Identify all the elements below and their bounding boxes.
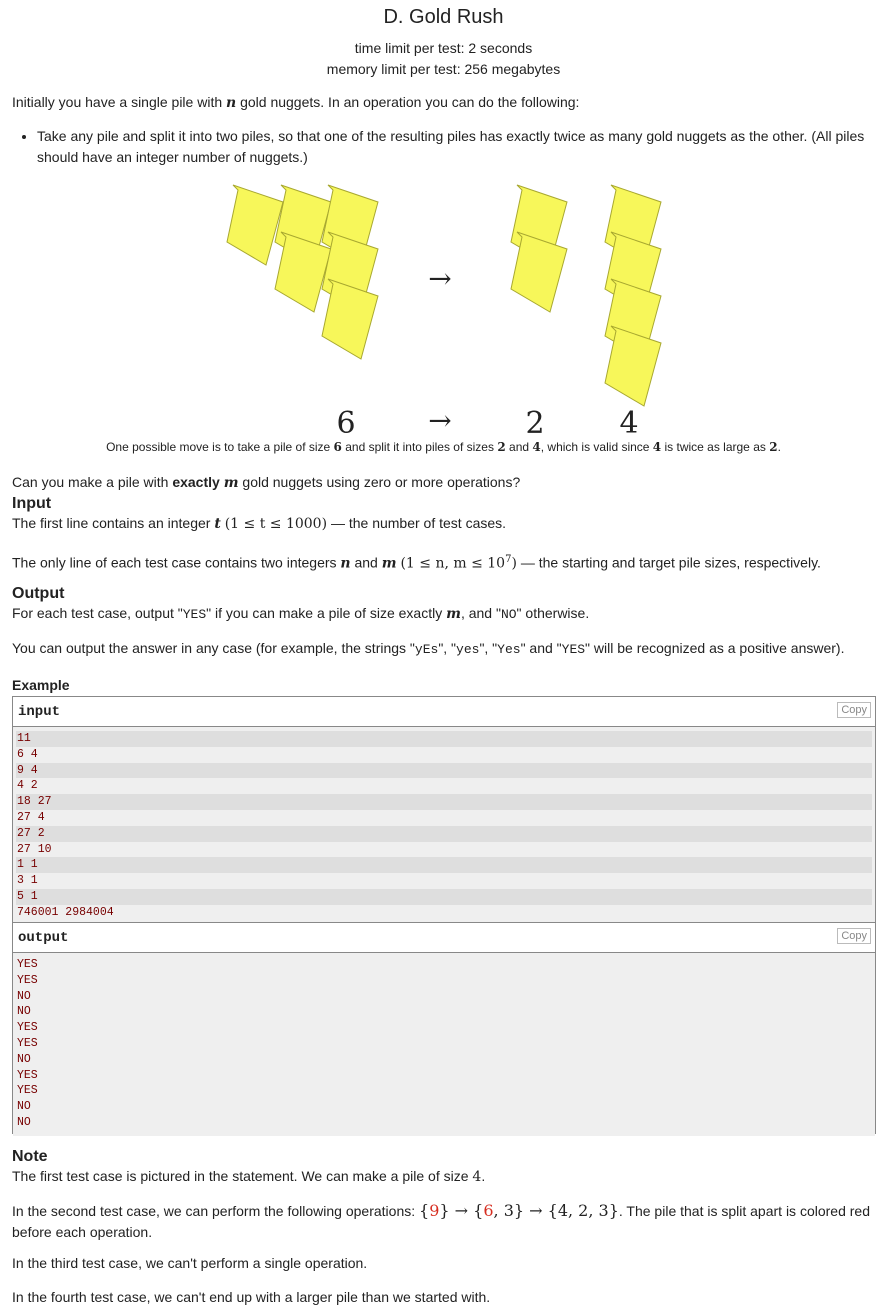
code-line: YES [17,958,38,971]
arrow-icon: → [428,262,452,295]
code-line: NO [17,1100,31,1114]
code-line: YES [17,1021,38,1035]
copy-output-button[interactable]: Copy [837,928,871,944]
code-line: YES [17,1036,38,1050]
code-line: 6 4 [17,747,38,761]
note-heading: Note [12,1148,48,1165]
note-paragraph-1: The first test case is pictured in the statement. We can make a pile of size 4. [12,1168,486,1185]
question-paragraph: Can you make a pile with exactly m gold nuggets using zero or more operations? [12,474,521,491]
code-line: 1 1 [16,857,872,873]
code-line: 3 1 [17,874,38,888]
input-heading: Input [12,495,52,512]
code-line: NO [17,1115,31,1129]
nugget-icon [227,185,283,265]
output-box-header [13,923,875,953]
figure-right-number-2: 4 [619,406,639,440]
code-line: 9 4 [16,763,872,779]
figure-right-number-1: 2 [525,406,545,440]
arrow-icon: → [428,404,452,437]
code-line: 27 4 [17,810,45,824]
code-line: NO [17,989,31,1003]
input-box-header [13,697,875,727]
code-line: NO [17,1005,31,1019]
note-paragraph-3: In the third test case, we can't perform a single operation. [12,1255,368,1271]
code-line: 27 10 [17,842,52,856]
output-line-2: You can output the answer in any case (for example, the strings "yEs", "yes", "Yes" and "YES" will be recognized as a positive answer). [12,640,845,657]
operation-list [12,126,887,168]
problem-title: D. Gold Rush [383,6,504,28]
code-line: 11 [16,731,872,747]
code-line: 18 27 [16,794,872,810]
note-paragraph-2: In the second test case, we can perform the following operations: {9} → {6, 3} → {4, 2, 3}. The pile that is split apart is colored red before each operation. [12,1201,870,1240]
memory-limit: memory limit per test: 256 megabytes [326,61,561,77]
code-line: 746001 2984004 [17,905,114,919]
gold-nuggets-figure [0,178,887,440]
figure-left-number: 6 [336,406,356,440]
input-box-title: input [18,704,61,720]
output-heading: Output [12,585,65,602]
nuggets-svg [0,178,887,440]
time-limit: time limit per test: 2 seconds [354,40,533,56]
code-line: YES [17,1068,38,1082]
code-line: YES [17,1084,38,1098]
note-paragraph-4: In the fourth test case, we can't end up with a larger pile than we started with. [12,1289,491,1305]
code-line: 5 1 [16,889,872,905]
code-line: 27 2 [16,826,872,842]
figure-caption: One possible move is to take a pile of size 6 and split it into piles of sizes 2 and 4, which is valid since 4 is twice as large as 2. [106,440,781,454]
code-line: YES [17,973,38,987]
code-line: NO [17,1052,31,1066]
code-line: 4 2 [17,779,38,793]
copy-input-button[interactable]: Copy [837,702,871,718]
example-input-box [12,696,876,922]
input-line-1: The first line contains an integer t (1 ≤ t ≤ 1000) — the number of test cases. [12,515,507,532]
output-lines [13,953,875,1136]
output-box-title: output [18,930,69,946]
intro-paragraph: Initially you have a single pile with n gold nuggets. In an operation you can do the following: [12,94,580,111]
input-line-2: The only line of each test case contains two integers n and m (1 ≤ n, $m \le 10^7$) — the starting and target pile sizes, respectively. [12,554,821,572]
input-lines [13,727,875,924]
output-line-1: For each test case, output "YES" if you can make a pile of size exactly m, and "NO" otherwise. [12,605,590,622]
example-output-box [12,922,876,1134]
operation-item: • Take any pile and split it into two piles, so that one of the resulting piles has exactly twice as many gold nuggets as the other. (All piles should have an integer number of nuggets.) [37,126,887,168]
example-label: Example [12,677,70,693]
